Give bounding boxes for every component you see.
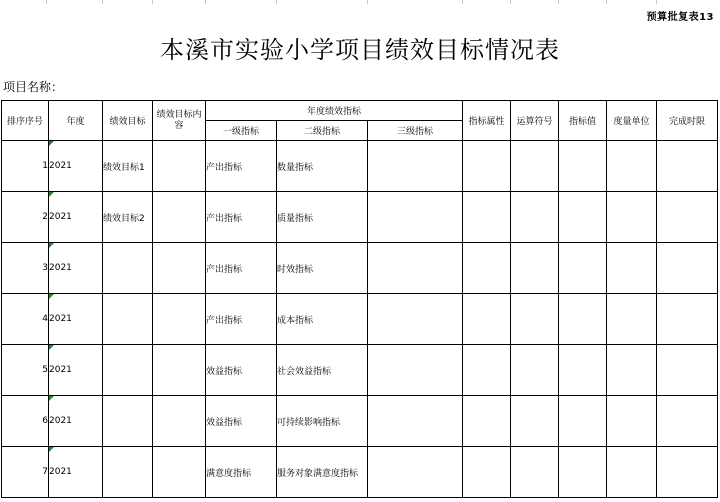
unit-cell[interactable] <box>607 345 657 396</box>
attribute-cell[interactable] <box>463 294 511 345</box>
goal-cell[interactable]: 绩效目标2 <box>103 192 153 243</box>
seq-cell[interactable]: 1 <box>2 141 49 192</box>
table-row <box>2 294 718 345</box>
attribute-cell[interactable] <box>463 447 511 498</box>
operator-cell[interactable] <box>511 141 559 192</box>
operator-cell[interactable] <box>511 345 559 396</box>
table-row <box>2 243 718 294</box>
value-cell[interactable] <box>559 345 607 396</box>
header-annual-indicator[interactable]: 年度绩效指标 <box>206 101 463 121</box>
seq-cell[interactable]: 3 <box>2 243 49 294</box>
level2-cell[interactable]: 成本指标 <box>277 294 368 345</box>
header-value[interactable]: 指标值 <box>559 101 607 141</box>
header-goal[interactable]: 绩效目标 <box>103 101 153 141</box>
goal-content-cell[interactable] <box>153 447 206 498</box>
deadline-cell[interactable] <box>657 447 718 498</box>
attribute-cell[interactable] <box>463 345 511 396</box>
deadline-cell[interactable] <box>657 345 718 396</box>
goal-content-cell[interactable] <box>153 396 206 447</box>
goal-content-cell[interactable] <box>153 141 206 192</box>
goal-content-cell[interactable] <box>153 294 206 345</box>
level2-cell[interactable]: 服务对象满意度指标 <box>277 447 368 498</box>
value-cell[interactable] <box>559 447 607 498</box>
project-name-label[interactable]: 项目名称： <box>3 80 64 94</box>
year-cell[interactable] <box>49 192 103 243</box>
level2-cell[interactable]: 社会效益指标 <box>277 345 368 396</box>
cell-note-marker-icon <box>49 243 54 248</box>
level1-cell[interactable]: 满意度指标 <box>206 447 277 498</box>
goal-content-cell[interactable] <box>153 243 206 294</box>
goal-cell[interactable] <box>103 447 153 498</box>
operator-cell[interactable] <box>511 396 559 447</box>
level3-cell[interactable] <box>368 294 463 345</box>
level3-cell[interactable] <box>368 447 463 498</box>
unit-cell[interactable] <box>607 192 657 243</box>
year-text: 2021 <box>49 467 72 477</box>
seq-cell[interactable]: 5 <box>2 345 49 396</box>
level1-cell[interactable]: 效益指标 <box>206 396 277 447</box>
seq-cell[interactable]: 2 <box>2 192 49 243</box>
cell-note-marker-icon <box>49 447 54 452</box>
level3-cell[interactable] <box>368 396 463 447</box>
seq-cell[interactable]: 6 <box>2 396 49 447</box>
header-goal-content[interactable]: 绩效目标内容 <box>153 101 206 141</box>
level2-cell[interactable]: 质量指标 <box>277 192 368 243</box>
seq-cell[interactable]: 4 <box>2 294 49 345</box>
level3-cell[interactable] <box>368 141 463 192</box>
level2-cell[interactable]: 数量指标 <box>277 141 368 192</box>
value-cell[interactable] <box>559 243 607 294</box>
value-cell[interactable] <box>559 396 607 447</box>
deadline-cell[interactable] <box>657 294 718 345</box>
unit-cell[interactable] <box>607 294 657 345</box>
unit-cell[interactable] <box>607 447 657 498</box>
cell-note-marker-icon <box>49 396 54 401</box>
cell-note-marker-icon <box>49 192 54 197</box>
level3-cell[interactable] <box>368 345 463 396</box>
deadline-cell[interactable] <box>657 141 718 192</box>
year-text: 2021 <box>49 212 72 222</box>
year-cell[interactable] <box>49 243 103 294</box>
deadline-cell[interactable] <box>657 243 718 294</box>
value-cell[interactable] <box>559 192 607 243</box>
attribute-cell[interactable] <box>463 396 511 447</box>
goal-cell[interactable]: 绩效目标1 <box>103 141 153 192</box>
goal-cell[interactable] <box>103 243 153 294</box>
deadline-cell[interactable] <box>657 192 718 243</box>
attribute-cell[interactable] <box>463 192 511 243</box>
year-text: 2021 <box>49 263 72 273</box>
value-cell[interactable] <box>559 294 607 345</box>
year-text: 2021 <box>49 161 72 171</box>
column-gridline-strip <box>0 0 720 4</box>
table-row <box>2 447 718 498</box>
level2-cell[interactable]: 可持续影响指标 <box>277 396 368 447</box>
header-deadline[interactable]: 完成时限 <box>657 101 718 141</box>
level3-cell[interactable] <box>368 243 463 294</box>
operator-cell[interactable] <box>511 192 559 243</box>
level1-cell[interactable]: 产出指标 <box>206 192 277 243</box>
level1-cell[interactable]: 产出指标 <box>206 294 277 345</box>
seq-cell[interactable]: 7 <box>2 447 49 498</box>
year-text: 2021 <box>49 416 72 426</box>
operator-cell[interactable] <box>511 447 559 498</box>
table-row <box>2 192 718 243</box>
table-row <box>2 141 718 192</box>
operator-cell[interactable] <box>511 294 559 345</box>
page-title: 本溪市实验小学项目绩效目标情况表 <box>160 36 560 64</box>
year-cell[interactable] <box>49 447 103 498</box>
level1-cell[interactable]: 效益指标 <box>206 345 277 396</box>
year-text: 2021 <box>49 314 72 324</box>
cell-note-marker-icon <box>49 294 54 299</box>
operator-cell[interactable] <box>511 243 559 294</box>
year-cell[interactable] <box>49 396 103 447</box>
header-operator[interactable]: 运算符号 <box>511 101 559 141</box>
deadline-cell[interactable] <box>657 396 718 447</box>
level2-cell[interactable]: 时效指标 <box>277 243 368 294</box>
header-year[interactable]: 年度 <box>49 101 103 141</box>
unit-cell[interactable] <box>607 396 657 447</box>
unit-cell[interactable] <box>607 141 657 192</box>
unit-cell[interactable] <box>607 243 657 294</box>
year-cell[interactable] <box>49 294 103 345</box>
goal-content-cell[interactable] <box>153 192 206 243</box>
level3-cell[interactable] <box>368 192 463 243</box>
year-cell[interactable] <box>49 141 103 192</box>
year-text: 2021 <box>49 365 72 375</box>
goal-cell[interactable] <box>103 396 153 447</box>
header-level1[interactable]: 一级指标 <box>206 121 277 141</box>
goal-cell[interactable] <box>103 294 153 345</box>
header-attribute[interactable]: 指标属性 <box>463 101 511 141</box>
header-level2[interactable]: 二级指标 <box>277 121 368 141</box>
table-row <box>2 345 718 396</box>
attribute-cell[interactable] <box>463 243 511 294</box>
cell-note-marker-icon <box>49 141 54 146</box>
header-unit[interactable]: 度量单位 <box>607 101 657 141</box>
header-level3[interactable]: 三级指标 <box>368 121 463 141</box>
cell-note-marker-icon <box>49 345 54 350</box>
goal-cell[interactable] <box>103 345 153 396</box>
value-cell[interactable] <box>559 141 607 192</box>
attribute-cell[interactable] <box>463 141 511 192</box>
year-cell[interactable] <box>49 345 103 396</box>
performance-table <box>1 100 718 498</box>
goal-content-cell[interactable] <box>153 345 206 396</box>
level1-cell[interactable]: 产出指标 <box>206 243 277 294</box>
form-code: 预算批复表13 <box>646 12 714 23</box>
level1-cell[interactable]: 产出指标 <box>206 141 277 192</box>
header-seq[interactable]: 排序序号 <box>2 101 49 141</box>
table-row <box>2 396 718 447</box>
